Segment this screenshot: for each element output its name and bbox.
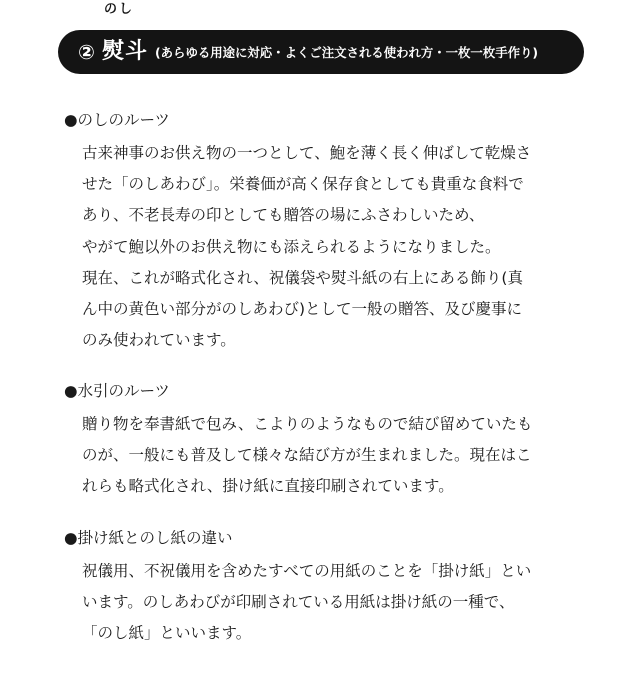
title-ruby: のし — [104, 2, 135, 17]
body-line: 「のし紙」といいます。 — [82, 624, 252, 643]
body-line: 贈り物を奉書紙で包み、こよりのようなもので結び留めていたも — [82, 415, 533, 433]
section-heading: ●掛け紙とのし紙の違い — [64, 529, 233, 547]
body-line: 古来神事のお供え物の一つとして、鮑を薄く長く伸ばして乾燥さ — [82, 144, 532, 162]
section-heading: ●のしのルーツ — [64, 111, 170, 129]
body-line: 現在、これが略式化され、祝儀袋や熨斗紙の右上にある飾り(真 — [82, 268, 523, 287]
section-kakegami-difference — [64, 527, 604, 650]
section-title-bar — [58, 30, 584, 74]
section-body — [82, 409, 604, 503]
section-heading: ●水引のルーツ — [64, 382, 170, 400]
body-line: やがて鮑以外のお供え物にも添えられるようになりました。 — [82, 237, 501, 256]
body-line: のが、一般にも普及して様々な結び方が生まれました。現在はこ — [82, 446, 532, 465]
body-line: ん中の黄色い部分がのしあわび)として一般の贈答、及び慶事に — [82, 299, 523, 318]
section-number: ② — [78, 40, 95, 64]
section-body — [82, 138, 604, 356]
section-noshi-roots — [64, 109, 604, 356]
body-line: せた「のしあわび」。栄養価が高く保存食としても貴重な食料で — [82, 175, 524, 194]
section-subtitle: (あらゆる用途に対応・よくご注文される使われ方・一枚一枚手作り) — [155, 45, 539, 60]
body-line: のみ使われています。 — [82, 331, 236, 350]
section-title: 熨斗 — [102, 39, 149, 64]
body-line: 祝儀用、不祝儀用を含めたすべての用紙のことを「掛け紙」とい — [82, 562, 532, 580]
section-body — [82, 556, 604, 650]
body-line: あり、不老長寿の印としても贈答の場にふさわしいため、 — [82, 206, 485, 225]
body-line: れらも略式化され、掛け紙に直接印刷されています。 — [82, 477, 454, 496]
body-line: います。のしあわびが印刷されている用紙は掛け紙の一種で、 — [82, 593, 515, 612]
section-mizuhiki-roots — [64, 380, 604, 503]
